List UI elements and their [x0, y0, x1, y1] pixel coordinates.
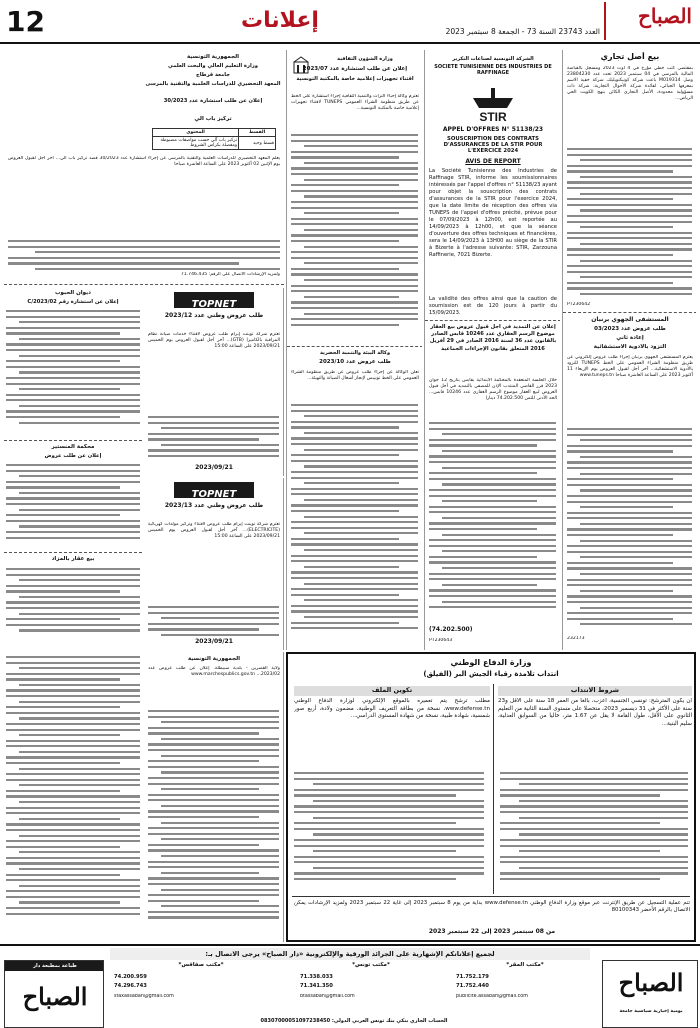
notice-sub2: إعادة ثاني [616, 335, 644, 341]
office-sfax-phone2: 74.296.743 [114, 983, 147, 989]
column-2 [424, 50, 560, 650]
table-header: القسط [239, 129, 276, 137]
office-tunis-phone2: 71.341.350 [300, 983, 333, 989]
masthead-text: الصباح [637, 4, 692, 28]
topnet-ad-2 [144, 478, 284, 650]
office-hq-title: *مكتب المقر* [506, 962, 544, 968]
notice-office-cereals [4, 288, 142, 438]
office-title: ديوان الحبوب [55, 290, 91, 296]
gov-notice-head: الجمهورية التونسية [187, 656, 241, 662]
military-dates: من 08 سبتمبر 2023 إلى 22 سبتمبر 2023 [428, 928, 556, 935]
office-tunis-title: *مكتب تونس* [352, 962, 390, 968]
lots-table [152, 128, 276, 150]
topnet-title: طلب عروض وطني عدد 2023/13 [164, 502, 264, 509]
topnet-logo-text: TOPNET [191, 299, 237, 308]
stir-logo-text: STIR [479, 110, 507, 124]
footer-logo-left [4, 960, 104, 1028]
topnet-logo [174, 292, 254, 308]
topnet-logo [174, 482, 254, 498]
topnet-body: تعتزم شركة توبنت إبرام طلب عروض لاقتناء وتركيز مولدات كهربائية (ELECTRICITE)... آخر أجل لقبول العروض يوم الخميس 2023/09/21 على الساعة 15:00 [148, 522, 280, 540]
topnet-logo-text: TOPNET [191, 489, 237, 498]
c3-mid-org: وكالة البيئة والتنمية الحضرية [319, 350, 391, 356]
institute-name: المعهد التحضيري للدراسات العلمية والتقنية بالمرسى [145, 81, 281, 87]
rep-title: الجمهورية التونسية [186, 54, 240, 60]
footer-logo-left-label: طباعة بمطبعة دار [5, 961, 104, 971]
ao-notice: AVIS DE REPORT [465, 158, 521, 165]
ao-subtitle: SOUSCRIPTION DES CONTRATS D'ASSURANCES DE LA STIR POUR L'EXERCICE 2024 [443, 136, 543, 154]
court-title: محكمة المنستير [51, 444, 95, 450]
university-name: جامعة قرطاج [196, 72, 230, 78]
notice-court [4, 442, 142, 550]
extension-notice-body: خلال الجلسة المنعقدة بالمحكمة الابتدائية بقابس بتاريخ 12 جوان 2023 قرر القاضي المنتدب الإذن للمصفي بالتمديد في أجل قبول العروض لبيع العقار موضوع الرسم العقاري عدد 10246 قابس... الحد الأدنى للثمن 74.202.500 دينارا [429, 378, 557, 402]
notice-ref: 232173 [567, 636, 585, 641]
c3-body: تعتزم وكالة إحياء التراث والتنمية الثقافية إجراء استشارة على الخط عن طريق منظومة الشراء العمومي TUNEPS لاقتناء تجهيزات إعلامية خاصة بالمكتبة التونسية... [291, 94, 419, 112]
footer-logo-right-tag: يومية إخبارية سياسية جامعة [619, 1009, 683, 1014]
office-sfax-phone: 74.200.959 [114, 974, 147, 980]
gov-notice-body: ولاية القصرين - بلدية سبيطلة. إعلان عن طلب عروض عدد 2023/02... www.marchespublics.gov.tn [148, 666, 280, 678]
docs-body: مطلب ترشح يتم تعميره بالموقع الإلكتروني لوزارة الدفاع الوطني www.defense.tn، نسخة من بطاقة التعريف الوطنية، مضمون ولادة، أربع صور شمسية، شهادة طبية، نسخة من شهادة المستوى الدراسي... [294, 698, 490, 720]
office-hq-phone2: 71.752.440 [456, 983, 489, 989]
consult-title: إعلان عن طلب استشارة عدد 30/2023 [163, 98, 263, 104]
table-cell: قسط وحيد [239, 137, 276, 150]
page-title: إعلانات [241, 8, 319, 33]
c3-mid-body: تعلن الوكالة عن إجراء طلب عروض عن طريق منظومة الشراء العمومي على الخط تونيبس لإنجاز أشغال الصيانة والتهيئة... [291, 370, 419, 382]
topnet-deadline: 2023/09/21 [195, 464, 233, 471]
footer-logo-left-text: الصباح [22, 982, 88, 1011]
footer-logo-right-text: الصباح [618, 968, 684, 997]
page-number: 12 [6, 6, 45, 38]
extension-notice-amount: (74.202.500) [429, 626, 473, 633]
extension-notice-head: إعلان عن التمديد في أجل قبول عروض بيع العقار موضوع الرسم العقاري عدد 10246 قابس الصادر بالقانون عدد 36 لسنة 2016 الصادر في 29 أفريل 2016 المتعلق بقانون الإجراءات الجماعية [429, 324, 557, 352]
court-sub: إعلان عن طلب عروض [44, 453, 102, 459]
office-hq-email[interactable]: publicite.assabah@gmail.com [456, 994, 528, 999]
office-sfax-title: *مكتب صفاقس* [178, 962, 224, 968]
c3-mid-title: طلب عروض عدد 2023/10 [319, 359, 391, 365]
notice-topic: التزود بالأدوية الاستشفائية [593, 344, 667, 350]
ad-ref: PT230642 [567, 302, 591, 307]
stir-company-ar: الشركة التونسية لصناعات التكرير [452, 56, 534, 62]
ao-body: La Société Tunisienne des Industries de Raffinage STIR, informe les soumissionnaires intéressés par l'appel d'offres n° 51138/23 ayant pour objet la souscription des contrats d'assurances de la STIR pour l'exercice 2024, que la date limite de réception des offres via TUNEPS de l'appel d'offres précité, prévue pour le 07/09/2023 à 12h00, est reportée au 14/09/2023 à 12h00, et que la séance d'ouverture des offres techniques et financières, sera le 14/09/2023 à 13H00 au siège de la STIR à Bizerte à l'adresse suivante: STIR, Zarzouna Raffinerie, 7021 Bizerte. [429, 168, 557, 258]
footer-banner: لجميع إعلاناتكم الإشهارية على الجرائد الورقية والإلكترونية «دار الصباح» يرجى الاتصال بـ: [110, 948, 590, 960]
ao-title: APPEL D'OFFRES N° 51138/23 [442, 126, 544, 133]
table-cell: تركيز باب آلي حسب مواصفات مضبوطة ومفصلة بكراس الشروط [153, 137, 239, 150]
consult-contact: ولمزيد الإرشادات الاتصال على الرقم: 71.746.435 [180, 272, 280, 277]
column-4 [4, 50, 284, 650]
stir-company-fr: SOCIETE TUNISIENNE DES INDUSTRIES DE RAFFINAGE [434, 64, 552, 76]
office-tunis-phone: 71.338.033 [300, 974, 333, 980]
c3-subject: اقتناء تجهيزات إعلامية خاصة بالمكتبة التونسية [296, 76, 414, 82]
column-4-bottom [4, 652, 284, 942]
notice-sub: طلب عروض عدد 03/2023 [594, 326, 666, 332]
issue-line: العدد 23743 السنة 73 - الجمعة 8 سبتمبر 2023 [445, 27, 600, 36]
table-header: المحتوى [153, 129, 239, 137]
ad-body: بمقتضى كتب خطي مؤرخ في 4 أوت 2023 ومسجل بالقباضة المالية بالمرسى في 04 سبتمبر 2023 تحت عدد 23804230 وصل M019314 باعت شركة كونيكتوبليك، شركة خفية الاسم بمعرفها الجبائي، لفائدة شركة الأحوال التجارية، شركة ذات مسؤولية محدودة، الأصل التجاري الكائن بنهج الكويت الحي الرياض... [567, 66, 693, 102]
topnet-ad-1 [144, 288, 284, 476]
column-3 [286, 50, 422, 650]
masthead-logo [604, 2, 696, 40]
column-1 [562, 50, 696, 650]
topnet-deadline: 2023/09/21 [195, 638, 233, 645]
office-hq-phone: 71.752.179 [456, 974, 489, 980]
bank-info: الحساب الجاري بنكي بنك تونس العربي الدولي: 08307000051097238450 [260, 1018, 448, 1024]
conditions-head: شروط الانتداب [498, 686, 692, 696]
page-footer [0, 944, 700, 1028]
conditions-body: أن يكون المترشح: تونسي الجنسية، أعزب، بالغا من العمر 18 سنة على الأقل و23 سنة على الأكثر في 31 ديسمبر 2023، متحصلا على مستوى السنة الثانية من التعليم الثانوي على الأقل، طول القامة لا يقل عن 1.67 متر، خاليا من السوابق العدلية، سليم البنية... [498, 698, 692, 727]
topnet-body: تعتزم شركة توبنت إبرام طلب عروض لاقتناء خدمات صيانة نظام المراقبة بالكاميرا (GTB)... آخر أجل لقبول العروض يوم الخميس 2023/09/21 على الساعة 15:00 [148, 332, 280, 350]
ministry-name: وزارة التعليم العالي والبحث العلمي [168, 63, 258, 69]
extension-notice-ref: PT230643 [429, 638, 453, 643]
c3-title: إعلان عن طلب استشارة عدد 2023/07 [302, 66, 408, 72]
consult-body: يعلم المعهد التحضيري للدراسات العلمية والتقنية بالمرسى عن إجراء استشارة عدد 30/2023 قصد تركيز باب آلي... آخر أجل لقبول العروض يوم الإثنين 02 أكتوبر 2023 على الساعة العاشرة صباحا [8, 156, 280, 168]
misc-notices [4, 652, 142, 942]
office-sfax-email[interactable]: sfaxassabah@gmail.com [114, 994, 174, 999]
military-recruitment-ad [286, 652, 696, 942]
footer-logo-right [602, 960, 698, 1028]
office-tunis-email[interactable]: btassabah@gmail.com [300, 994, 355, 999]
notice-body: يعتزم المستشفى الجهوي برنبان إجراء طلب عروض إلكتروني عن طريق منظومة الشراء العمومي على الخط TUNEPS للتزود بالأدوية الاستشفائية... آخر أجل لقبول العروض يوم الإربعاء 11 أكتوبر 2023 على الساعة العاشرة صباحا www.tuneps.tn [567, 355, 693, 379]
notice-head: المستشفى الجهوي برنبان [591, 316, 669, 323]
office-sub: إعلان عن استشارة رقم 2023/02/C [27, 299, 119, 305]
ao-body2: La validité des offres ainsi que la caution de soumission est de 120 jours à partir du 15/09/2023. [429, 296, 557, 316]
consult-subject: تركيز باب آلي [194, 116, 232, 122]
notice-auction [4, 554, 142, 650]
military-footer: تتم عملية التسجيل عن طريق الإنترنت عبر موقع وزارة الدفاع الوطني www.defense.tn بداية من يوم 8 سبتمبر 2023 إلى غاية 22 سبتمبر 2023 ولمزيد الإرشادات يمكن الاتصال بالرقم الأخضر 80100343 [294, 900, 690, 914]
military-title: وزارة الدفاع الوطني [450, 658, 532, 667]
institute-notice [4, 50, 284, 282]
page-header [0, 0, 700, 44]
stir-logo [467, 84, 519, 124]
ad-title: بيع أصل تجاري [600, 52, 660, 61]
docs-head: تكوين الملف [294, 686, 490, 696]
topnet-title: طلب عروض وطني عدد 2023/12 [164, 312, 264, 319]
auction-title: بيع عقار بالمزاد [51, 556, 95, 562]
c3-org: وزارة الشؤون الثقافية [337, 56, 393, 62]
military-subtitle: انتداب تلامذة رقباء الجيش البر (الفيلق) [423, 670, 559, 678]
gov-notice [144, 652, 284, 942]
